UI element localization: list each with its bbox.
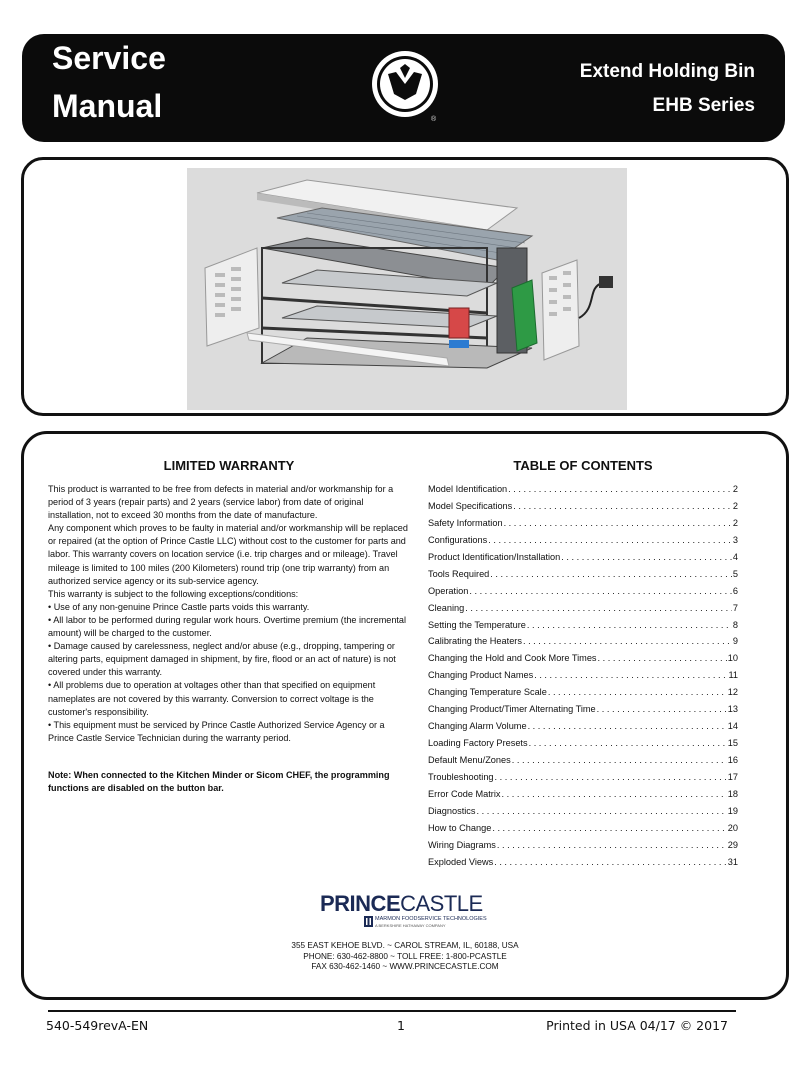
brand-tagline: MARMON FOODSERVICE TECHNOLOGIES (375, 916, 487, 922)
product-series: EHB Series (652, 95, 755, 116)
toc-list (428, 484, 738, 874)
toc-entry-title: Changing Product Names (428, 670, 534, 681)
warranty-paragraph: This warranty is subject to the following exceptions/conditions: (48, 588, 299, 599)
toc-entry[interactable] (428, 603, 738, 620)
toc-entry-title: Changing Product/Timer Alternating Time (428, 704, 596, 715)
warranty-paragraph: Any component which proves to be faulty in material and/or workmanship will be replaced or repaired (at the option of Prince Castle LLC) without cost to the customer for parts and labor. This warranty covers on location service (i.e. trip charges and or mileage). Travel mileage is limited to 100 miles (200 Kilometers) round trip (one trip warranty) from an authorized service agency or its sub-service agency. (48, 523, 408, 586)
print-info: Printed in USA 04/17 © 2017 (546, 1018, 728, 1033)
toc-entry[interactable] (428, 840, 738, 857)
toc-entry[interactable] (428, 653, 738, 670)
warranty-bullet: • This equipment must be serviced by Prince Castle Authorized Service Agency or a Prince Castle Service Technician during the warranty period. (48, 719, 385, 743)
brand-tagline-secondary: A BERKSHIRE HATHAWAY COMPANY (375, 923, 446, 928)
toc-entry-page: 9 (732, 636, 738, 647)
limited-warranty-section (48, 458, 410, 795)
toc-entry-title: Changing the Hold and Cook More Times (428, 653, 597, 664)
toc-entry-page: 2 (732, 484, 738, 494)
warranty-heading: LIMITED WARRANTY (163, 458, 295, 473)
toc-entry-page: 12 (727, 687, 738, 698)
toc-entry-page: 16 (727, 755, 738, 765)
toc-entry[interactable] (428, 620, 738, 637)
toc-entry[interactable] (428, 704, 738, 721)
brand-wordmark (320, 893, 483, 915)
toc-entry-page: 3 (732, 534, 738, 545)
contact-line: FAX 630-462-1460 ~ WWW.PRINCECASTLE.COM (311, 962, 499, 971)
toc-entry-page: 2 (732, 500, 738, 511)
toc-entry-page: 4 (732, 551, 738, 562)
toc-entry[interactable] (428, 586, 738, 603)
toc-entry[interactable] (428, 636, 738, 653)
toc-entry[interactable] (428, 569, 738, 586)
warranty-bullet: • All labor to be performed during regular work hours. Overtime premium (the incremental amount) will be charged to the customer. (48, 614, 406, 639)
toc-entry-title: Safety Information (428, 517, 503, 528)
toc-entry[interactable] (428, 721, 738, 738)
toc-entry[interactable] (428, 755, 738, 772)
toc-entry[interactable] (428, 535, 738, 552)
warranty-paragraph: This product is warranted to be free from defects in material and/or workmanship for a period of 3 years (repair parts) and 2 years (service labor) from date of original installation, not to exceed 30 months from the date of manufacture. (48, 484, 394, 521)
warranty-bullet: • Use of any non-genuine Prince Castle parts voids this warranty. (48, 601, 310, 612)
toc-entry-title: Model Identification (428, 484, 508, 494)
warranty-note: Note: When connected to the Kitchen Minder or Sicom CHEF, the programming functions are disabled on the button bar. (48, 769, 390, 793)
toc-entry-title: Troubleshooting (428, 771, 494, 782)
toc-entry-title: How to Change (428, 822, 492, 833)
brand-name-bold: PRINCE (320, 891, 401, 916)
prince-castle-crown-logo-icon (369, 48, 441, 120)
toc-entry[interactable] (428, 823, 738, 840)
toc-entry-page: 6 (732, 585, 738, 596)
toc-entry-page: 20 (727, 822, 738, 833)
toc-entry-title: Setting the Temperature (428, 619, 526, 630)
document-number: 540-549revA-EN (46, 1018, 149, 1033)
toc-entry[interactable] (428, 772, 738, 789)
header-bar (22, 34, 785, 142)
contact-line: PHONE: 630-462-8800 ~ TOLL FREE: 1-800-PCASTLE (303, 951, 507, 961)
product-image-panel (21, 157, 789, 416)
toc-entry-title: Tools Required (428, 568, 490, 579)
toc-entry[interactable] (428, 857, 738, 874)
footer-divider (48, 1010, 736, 1012)
toc-entry-page: 15 (727, 738, 738, 749)
company-address-block (24, 941, 786, 973)
brand-name-light: CASTLE (400, 891, 483, 916)
toc-entry-page: 17 (727, 771, 738, 782)
product-name: Extend Holding Bin (579, 61, 755, 82)
document-title-line2: Manual (52, 88, 163, 124)
toc-entry-title: Calibrating the Heaters (428, 636, 522, 647)
toc-entry-title: Cleaning (428, 602, 465, 613)
table-of-contents (428, 458, 738, 874)
toc-entry-title: Error Code Matrix (428, 788, 501, 799)
toc-entry-title: Loading Factory Presets (428, 738, 528, 749)
toc-entry-page: 2 (732, 517, 738, 528)
marmon-mark-icon (364, 916, 373, 927)
toc-entry-page: 18 (727, 788, 738, 799)
document-title-line1: Service (52, 40, 166, 76)
toc-entry[interactable] (428, 687, 738, 704)
toc-entry-page: 11 (728, 670, 738, 681)
toc-entry-page: 13 (727, 704, 738, 715)
toc-entry-title: Model Specifications (428, 500, 513, 511)
toc-entry-page: 19 (727, 805, 738, 816)
toc-entry[interactable] (428, 501, 738, 518)
toc-entry-page: 29 (727, 839, 738, 850)
toc-entry[interactable] (428, 518, 738, 535)
address-line: 355 EAST KEHOE BLVD. ~ CAROL STREAM, IL, 60188, USA (291, 941, 519, 950)
toc-entry[interactable] (428, 789, 738, 806)
toc-entry-title: Operation (428, 585, 469, 596)
toc-entry-page: 14 (727, 721, 738, 732)
toc-entry-title: Changing Alarm Volume (428, 721, 527, 732)
trademark-symbol: ® (431, 116, 437, 123)
toc-entry-title: Default Menu/Zones (428, 755, 511, 765)
warranty-bullet: • Damage caused by carelessness, neglect and/or abuse (e.g., dropping, tampering or altering parts, equipment damaged in shipment, by fire, flood or an act of nature) is not covered under this warranty. (48, 641, 396, 678)
toc-entry-title: Exploded Views (428, 856, 494, 867)
toc-entry-page: 5 (732, 568, 738, 579)
toc-heading: TABLE OF CONTENTS (513, 458, 653, 473)
toc-entry[interactable] (428, 552, 738, 569)
toc-entry-page: 10 (727, 653, 738, 664)
toc-entry-title: Changing Temperature Scale (428, 687, 547, 698)
toc-entry-title: Configurations (428, 534, 488, 545)
warranty-bullet: • All problems due to operation at voltages other than that specified on equipment nameplates are not covered by this warranty. Conversion to correct voltage is the customer's responsibility. (48, 680, 376, 717)
prince-castle-brand-logo (320, 893, 490, 933)
toc-entry-page: 31 (727, 856, 738, 867)
toc-entry[interactable] (428, 484, 738, 501)
toc-entry[interactable] (428, 738, 738, 755)
toc-entry-title: Wiring Diagrams (428, 839, 496, 850)
toc-entry-title: Diagnostics (428, 805, 476, 816)
toc-entry[interactable] (428, 806, 738, 823)
exploded-holding-bin-illustration (187, 168, 627, 410)
toc-entry-page: 8 (732, 619, 738, 630)
toc-entry[interactable] (428, 670, 738, 687)
toc-entry-page: 7 (732, 602, 738, 613)
toc-entry-title: Product Identification/Installation (428, 551, 561, 562)
page-number: 1 (397, 1018, 405, 1033)
content-panel (21, 431, 789, 1000)
